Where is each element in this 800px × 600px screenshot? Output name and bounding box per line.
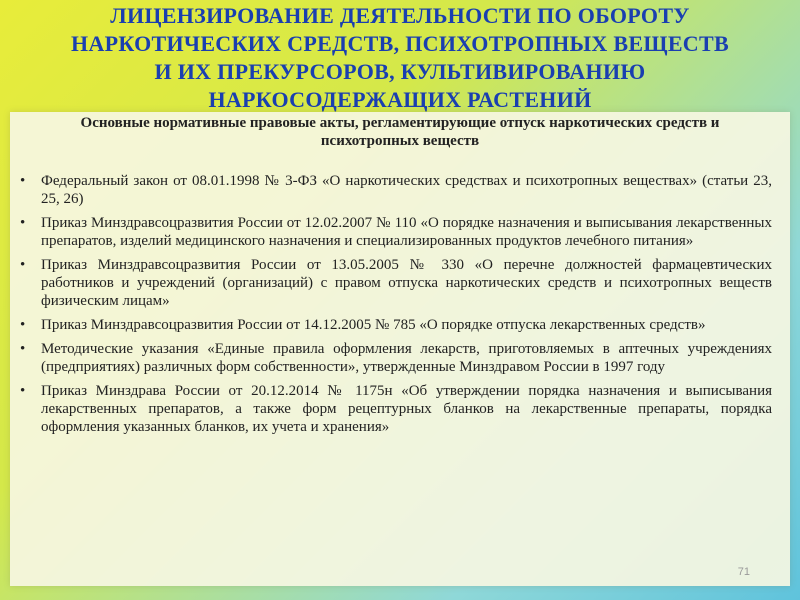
- slide-title-line: НАРКОТИЧЕСКИХ СРЕДСТВ, ПСИХОТРОПНЫХ ВЕЩЕСТВ: [71, 31, 729, 56]
- list-item: [20, 214, 772, 250]
- bullet-icon: •: [20, 317, 26, 333]
- slide-title-line: НАРКОСОДЕРЖАЩИХ РАСТЕНИЙ: [208, 87, 592, 112]
- list-item: [20, 316, 772, 334]
- list-item: [20, 382, 772, 436]
- bullet-icon: •: [20, 173, 26, 189]
- list-item: [20, 172, 772, 208]
- list-item-text: Методические указания «Единые правила оформления лекарств, приготовляемых в аптечных учреждениях (предприятиях) различных форм собственности», утвержденные Минздравом России в 1997 году: [41, 341, 772, 375]
- list-item-text: Приказ Минздравсоцразвития России от 12.02.2007 № 110 «О порядке назначения и выписывания лекарственных препаратов, изделий медицинского назначения и специализированных продуктов лечебного питания»: [41, 215, 772, 249]
- bullet-icon: •: [20, 257, 26, 273]
- list-item-text: Приказ Минздрава России от 20.12.2014 № 1175н «Об утверждении порядка назначения и выписывания лекарственных препаратов, а также форм рецептурных бланков на лекарственные препараты, порядка оформления указанных бланков, их учета и хранения»: [41, 383, 772, 435]
- bullet-icon: •: [20, 383, 26, 399]
- slide-title: [20, 2, 780, 114]
- list-item: [20, 256, 772, 310]
- list-item: [20, 340, 772, 376]
- slide-title-line: И ИХ ПРЕКУРСОРОВ, КУЛЬТИВИРОВАНИЮ: [154, 59, 646, 84]
- list-item-text: Приказ Минздравсоцразвития России от 14.12.2005 № 785 «О порядке отпуска лекарственных средств»: [41, 317, 706, 333]
- page-number: 71: [737, 566, 750, 578]
- bullet-icon: •: [20, 341, 26, 357]
- list-item-text: Приказ Минздравсоцразвития России от 13.05.2005 № 330 «О перечне должностей фармацевтических работников и учреждений (организаций) с правом отпуска наркотических средств и психотропных веществ физическим лицам»: [41, 257, 772, 309]
- slide-title-line: ЛИЦЕНЗИРОВАНИЕ ДЕЯТЕЛЬНОСТИ ПО ОБОРОТУ: [110, 3, 690, 28]
- legal-acts-list: [20, 172, 772, 442]
- slide-subtitle: Основные нормативные правовые акты, регламентирующие отпуск наркотических средств и психотропных веществ: [80, 115, 720, 149]
- list-item-text: Федеральный закон от 08.01.1998 № 3-ФЗ «О наркотических средствах и психотропных веществах» (статьи 23, 25, 26): [41, 173, 772, 207]
- bullet-icon: •: [20, 215, 26, 231]
